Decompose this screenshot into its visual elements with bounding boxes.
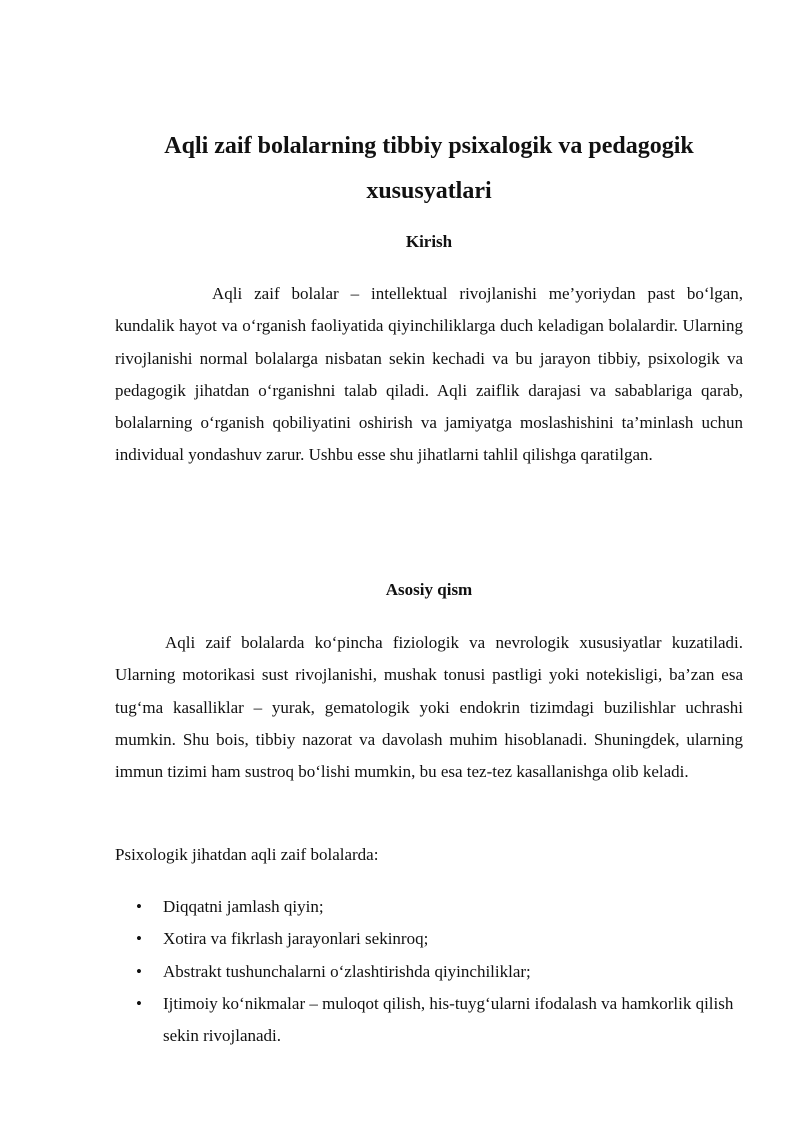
list-intro-paragraph: Psixologik jihatdan aqli zaif bolalarda: bbox=[115, 845, 379, 864]
bullet-icon: • bbox=[136, 993, 142, 1013]
list-item bbox=[115, 956, 743, 988]
section-heading-introduction: Kirish bbox=[405, 232, 453, 251]
list-item-text: Ijtimoiy ko‘nikmalar – muloqot qilish, his-tuyg‘ularni ifodalash va hamkorlik qilish sekin rivojlanadi. bbox=[163, 993, 734, 1046]
main-paragraph: Aqli zaif bolalarda ko‘pincha fiziologik va nevrologik xususiyatlar kuzatiladi. Ularning motorikasi sust rivojlanishi, mushak tonusi pastligi yoki notekisligi, ba’zan esa tug‘ma kasalliklar – yurak, gematologik yoki endokrin tizimdagi buzilishlar uchrashi mumkin. Shu bois, tibbiy nazorat va davolash muhim hisoblanadi. Shuningdek, ularning immun tizimi ham sustroq bo‘lishi mumkin, bu esa tez-tez kasallanishga olib keladi. bbox=[115, 633, 743, 782]
list-item bbox=[115, 891, 743, 923]
section-heading-main: Asosiy qism bbox=[385, 580, 473, 599]
psychological-traits-list bbox=[115, 891, 743, 1052]
bullet-icon: • bbox=[136, 897, 142, 916]
list-item bbox=[115, 988, 743, 1053]
list-item-text: Diqqatni jamlash qiyin; bbox=[163, 897, 324, 916]
document-title: Aqli zaif bolalarning tibbiy psixalogik va pedagogik xususyatlari bbox=[164, 133, 694, 204]
list-item-text: Abstrakt tushunchalarni o‘zlashtirishda qiyinchiliklar; bbox=[163, 961, 531, 981]
list-item-text: Xotira va fikrlash jarayonlari sekinroq; bbox=[163, 929, 429, 949]
list-item bbox=[115, 923, 743, 955]
bullet-icon: • bbox=[136, 961, 142, 981]
bullet-icon: • bbox=[136, 929, 142, 949]
introduction-paragraph: Aqli zaif bolalar – intellektual rivojlanishi me’yoriydan past bo‘lgan, kundalik hayot va o‘rganish faoliyatida qiyinchiliklarga duch keladigan bolalardir. Ularning rivojlanishi normal bolalarga nisbatan sekin kechadi va bu jarayon tibbiy, psixologik va pedagogik jihatdan o‘rganishni talab qiladi. Aqli zaiflik darajasi va sabablariga qarab, bolalarning o‘rganish qobiliyatini oshirish va jamiyatga moslashishini ta’minlash uchun individual yondashuv zarur. Ushbu esse shu jihatlarni tahlil qilishga qaratilgan. bbox=[115, 284, 743, 465]
